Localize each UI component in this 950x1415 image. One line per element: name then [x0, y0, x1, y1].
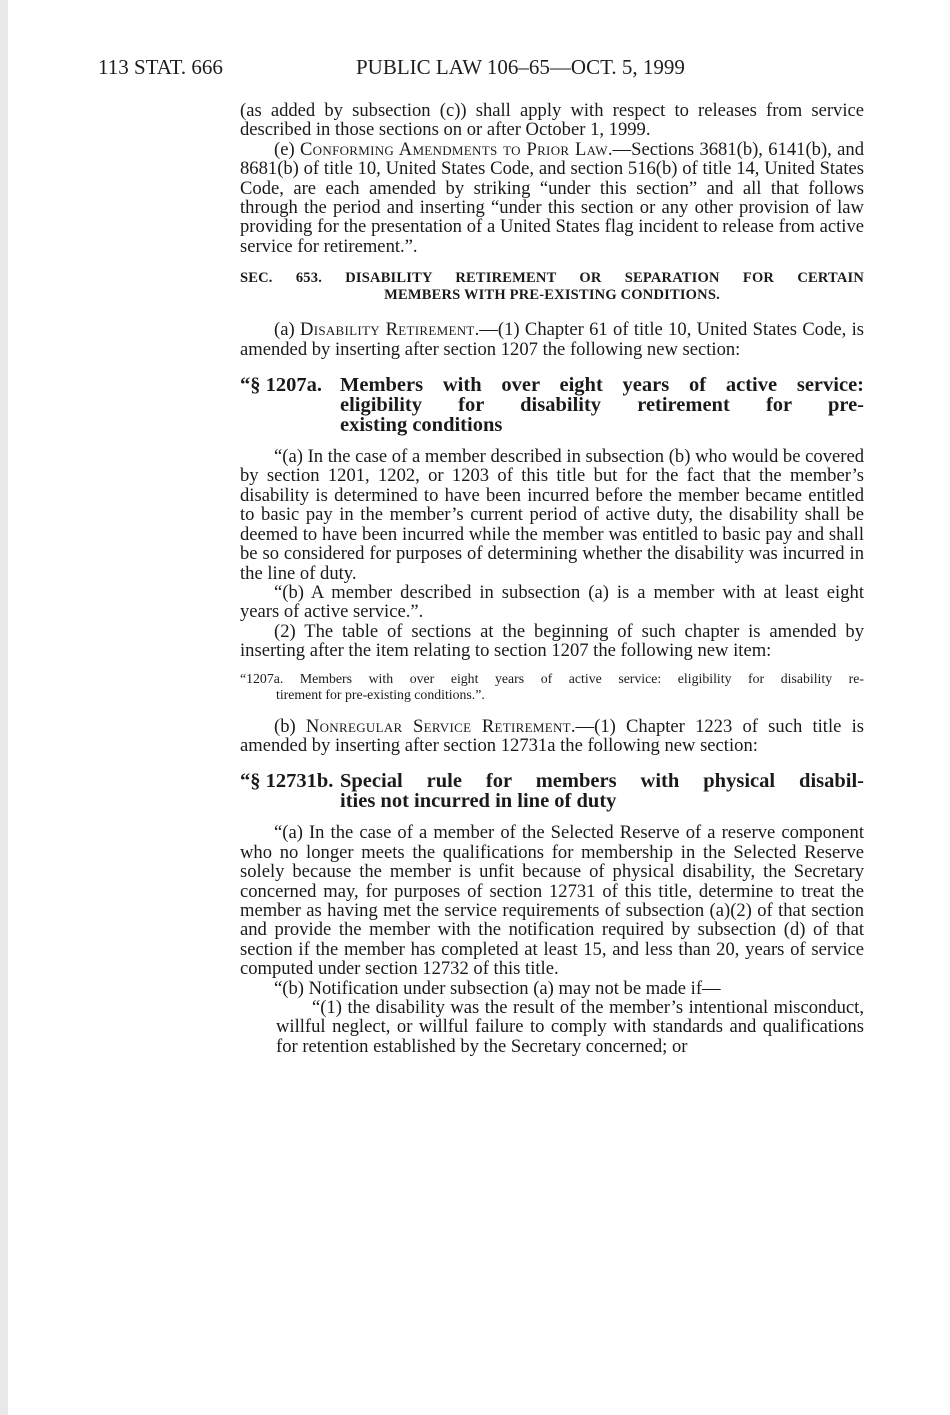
paragraph-continued: (as added by subsection (c)) shall apply with respect to releases from service described in those sections on or after October 1, 1999.: [240, 100, 864, 141]
paragraph-e: [240, 140, 864, 256]
paragraph-e-label: (e): [274, 138, 300, 160]
section-653-heading: [240, 270, 864, 304]
section-1207a-heading: [240, 375, 864, 435]
section-12731b-heading: [240, 771, 864, 811]
paragraph-e-heading: Conforming Amendments to Prior Law: [299, 138, 608, 160]
subsection-a-label: (a): [274, 319, 300, 341]
table-item-line2: tirement for pre-existing conditions.”.: [276, 686, 485, 702]
section-12731b-subsection-b: “(b) Notification under subsection (a) may not be made if—: [274, 977, 721, 999]
scan-edge: [0, 0, 8, 1415]
text-column: [240, 101, 864, 1056]
section-1207a-subsection-a: “(a) In the case of a member described in subsection (b) who would be covered by section 1201, 1202, or 1203 of this title but for the fact that the member’s disability is determined to have been incurred before the member became entitled to basic pay in the member’s current period of active duty, the disability shall be deemed to have been incurred while the member was entitled to basic pay and shall be so considered for purposes of determining whether the disability was incurred in the line of duty.: [240, 446, 864, 584]
section-1207a-title-line3: existing conditions: [340, 414, 503, 437]
law-citation: PUBLIC LAW 106–65—OCT. 5, 1999: [356, 55, 685, 79]
subsection-b: [240, 717, 864, 756]
subsection-b-heading: Nonregular Service Retirement: [305, 715, 571, 737]
section-1207a-title-line1: Members with over eight years of active service:: [340, 374, 864, 397]
paragraph-e-text: .—Sections 3681(b), 6141(b), and 8681(b) of title 10, United States Code, and section 516(b) of title 14, United States Code, are each amended by striking “under this section” and all that follows through the period and inserting “under this section or any other provision of law providing for the presentation of a United States flag incident to release from active service for retirement.”.: [240, 138, 864, 257]
section-1207a-number: “§ 1207a.: [240, 374, 322, 397]
subsection-b-text: .—(1) Chapter 1223 of such title is amended by inserting after section 12731a the following new section:: [240, 715, 864, 756]
section-1207a-title-line2: eligibility for disability retirement for pre-: [340, 394, 864, 417]
subsection-a-text: .—(1) Chapter 61 of title 10, United States Code, is amended by inserting after section 1207 the following new section:: [240, 319, 864, 360]
subsection-a: [240, 320, 864, 359]
page-citation: 113 STAT. 666: [98, 55, 223, 79]
section-653-heading-line1: SEC. 653. DISABILITY RETIREMENT OR SEPARATION FOR CERTAIN: [240, 270, 864, 287]
table-of-sections-item: [240, 671, 864, 703]
subsection-a-heading: Disability Retirement: [299, 319, 475, 341]
section-12731b-subsection-a: “(a) In the case of a member of the Selected Reserve of a reserve component who no longer meets the qualifications for membership in the Selected Reserve solely because the member is unfit because of physical disability, the Secretary concerned may, for purposes of section 12731 of this title, determine to treat the member as having met the service requirements of subsection (a)(2) of that section and provide the member with the notification required by subsection (d) of that section if the member has completed at least 15, and less than 20, years of service computed under section 12732 of this title.: [240, 822, 864, 980]
section-12731b-paragraph-1: “(1) the disability was the result of the member’s intentional misconduct, willful neglect, or willful failure to comply with standards and qualifications for retention established by the Secretary concerned; or: [276, 997, 864, 1057]
section-12731b-title-line2: ities not incurred in line of duty: [340, 790, 617, 813]
section-12731b-title-line1: Special rule for members with physical disabil-: [340, 770, 864, 793]
section-12731b-number: “§ 12731b.: [240, 770, 334, 793]
subsection-b-label: (b): [274, 715, 306, 737]
section-1207a-subsection-b: “(b) A member described in subsection (a) is a member with at least eight years of active service.”.: [240, 581, 864, 623]
section-653-heading-line2: MEMBERS WITH PRE-EXISTING CONDITIONS.: [384, 287, 720, 304]
subsection-a-paragraph-2: (2) The table of sections at the beginning of such chapter is amended by inserting after the item relating to section 1207 the following new item:: [240, 620, 864, 662]
running-head: [98, 52, 866, 82]
table-item-line1: “1207a. Members with over eight years of active service: eligibility for disability re-: [240, 670, 864, 686]
